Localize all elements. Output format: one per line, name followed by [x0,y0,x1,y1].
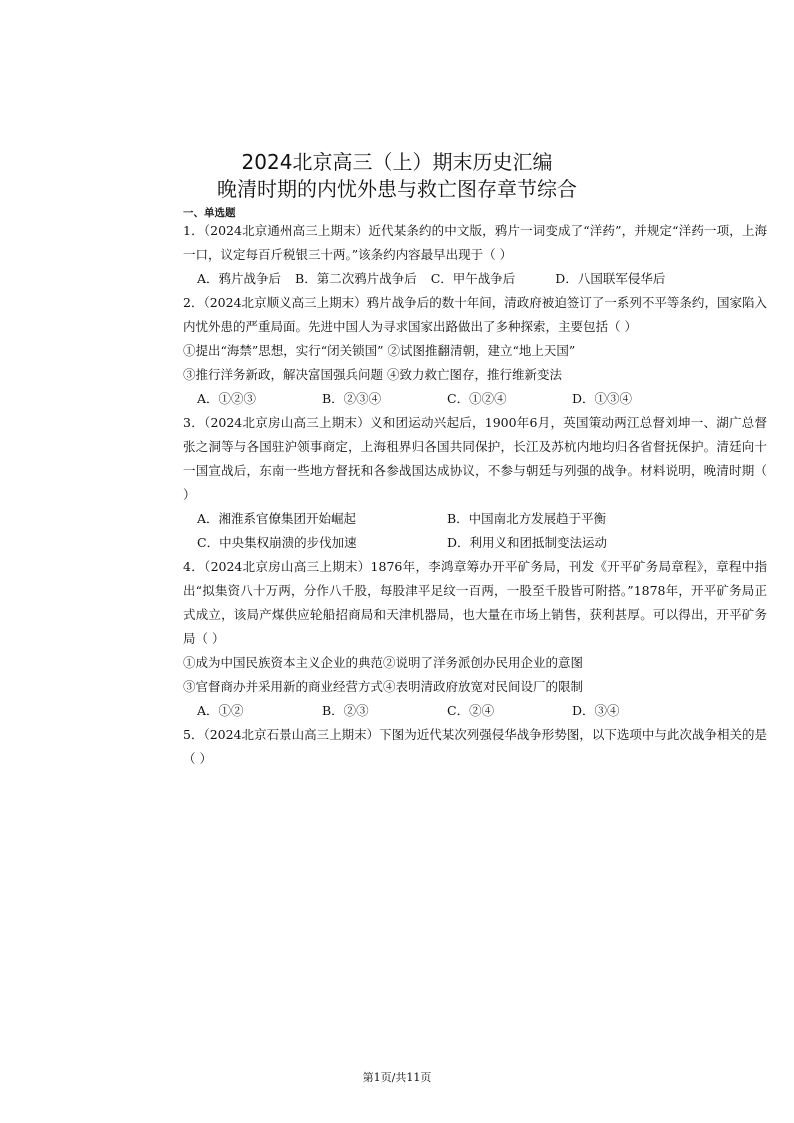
option-row [183,699,767,723]
option-d: D．利用义和团抵制变法运动 [447,535,608,550]
section-heading: 一、单选题 [183,207,236,219]
option-c: C．①②④ [447,391,507,406]
question-2 [183,291,767,411]
question-stem: 2．（2024北京顺义高三上期末）鸦片战争后的数十年间，清政府被迫签订了一系列不平等条约，国家陷入内忧外患的严重局面。先进中国人为寻求国家出路做出了多种探索，主要包括（ ） [183,295,767,334]
statement-line: ③推行洋务新政，解决富国强兵问题 ④致力救亡图存，推行维新变法 [183,367,562,382]
option-a: A．①② [197,703,244,718]
option-d: D．③④ [572,703,620,718]
page-number: 第1页/共11页 [362,1071,432,1084]
option-a: A．湘淮系官僚集团开始崛起 [197,511,357,526]
option-c: C．中央集权崩溃的步伐加速 [197,535,357,550]
question-5 [183,723,767,771]
option-d: D．八国联军侵华后 [555,271,666,286]
question-stem: 5．（2024北京石景山高三上期末）下图为近代某次列强侵华战争形势图，以下选项中与此次战争相关的是（ ） [183,727,767,766]
option-row [183,507,767,531]
option-a: A．鸦片战争后 [197,271,282,286]
option-b: B．第二次鸦片战争后 [295,271,417,286]
question-stem: 1．（2024北京通州高三上期末）近代某条约的中文版，鸦片一词变成了“洋药”，并规定“洋药一项，上海一口，议定每百斤税银三十两。”该条约内容最早出现于（ ） [183,223,767,262]
option-b: B．中国南北方发展趋于平衡 [447,511,607,526]
document-title: 2024北京高三（上）期末历史汇编 [241,150,553,174]
document-subtitle: 晚清时期的内忧外患与救亡图存章节综合 [217,177,577,201]
option-c: C．②④ [447,703,495,718]
question-list [183,219,767,771]
question-stem: 4．（2024北京房山高三上期末）1876年，李鸿章筹办开平矿务局，刊发《开平矿务局章程》，章程中指出“拟集资八十万两，分作八千股，每股津平足纹一百两，一股至千股皆可附搭。”1878年，开平矿务局正式成立，该局产煤供应轮船招商局和天津机器局，也大量在市场上销售，获利甚厚。可以得出，开平矿务局（ ） [183,559,767,646]
option-row [183,387,767,411]
option-b: B．②③ [322,703,369,718]
option-b: B．②③④ [322,391,382,406]
question-1 [183,219,767,291]
question-4 [183,555,767,723]
statement-line: ③官督商办并采用新的商业经营方式④表明清政府放宽对民间设厂的限制 [183,679,584,694]
option-c: C．甲午战争后 [430,271,516,286]
statement-line: ①提出“海禁”思想，实行“闭关锁国” ②试图推翻清朝，建立“地上天国” [183,343,576,358]
question-stem: 3．（2024北京房山高三上期末）义和团运动兴起后，1900年6月，英国策动两江总督刘坤一、湖广总督张之洞等与各国驻沪领事商定，上海租界归各国共同保护，长江及苏杭内地均归各省督抚保护。清廷向十一国宣战后，东南一些地方督抚和各参战国达成协议，不参与朝廷与列强的战争。材料说明，晚清时期（ ） [183,415,767,502]
option-row [183,267,767,291]
question-3 [183,411,767,555]
statement-line: ①成为中国民族资本主义企业的典范②说明了洋务派创办民用企业的意图 [183,655,584,670]
option-a: A．①②③ [197,391,257,406]
option-d: D．①③④ [572,391,633,406]
option-row [183,531,767,555]
